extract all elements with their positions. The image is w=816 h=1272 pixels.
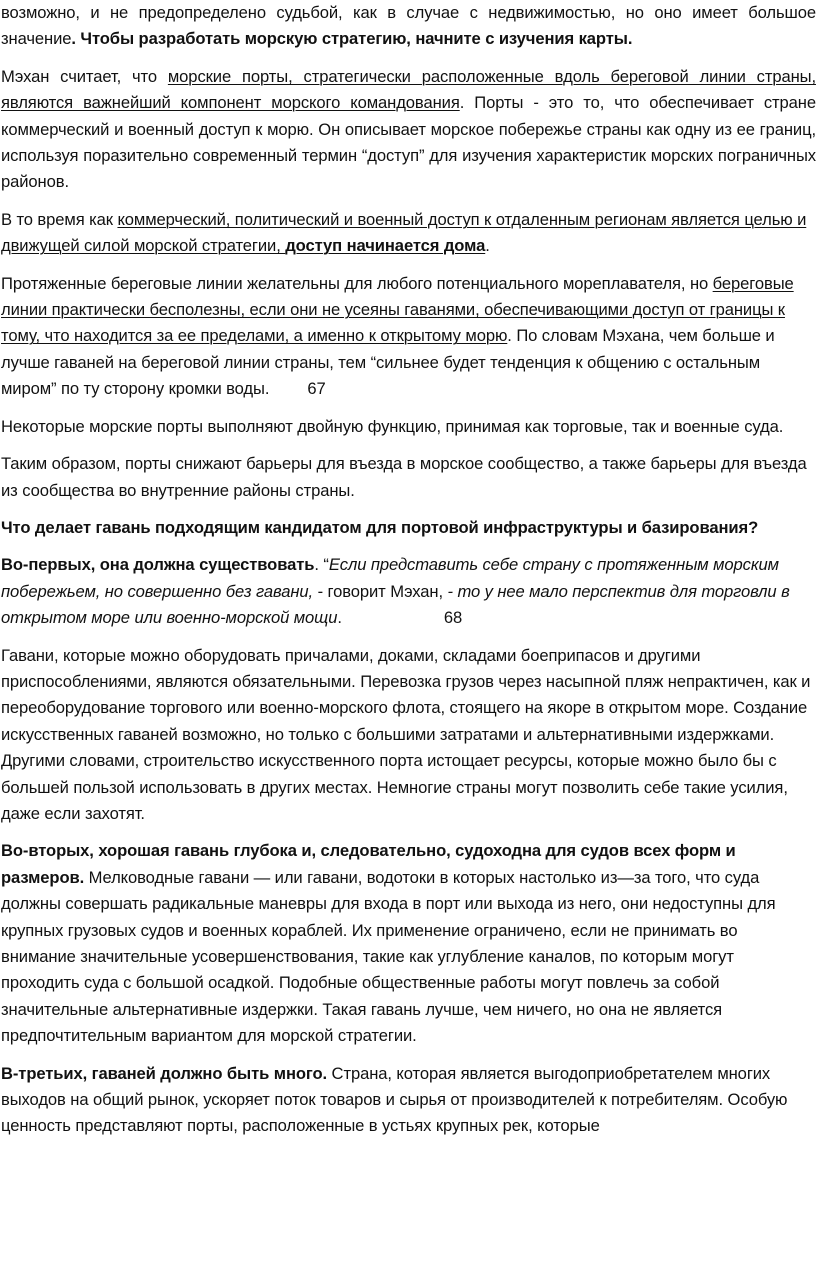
bold-text: Во-первых, она должна существовать — [1, 555, 315, 575]
footnote-number: 68 — [443, 608, 463, 628]
bold-heading: Что делает гавань подходящим кандидатом для портовой инфраструктуры и базирования? — [1, 517, 759, 537]
bold-text: Во-вторых, хорошая гавань глубока и, следовательно, судоходна для судов всех форм и размеров. — [1, 841, 736, 887]
text: Мелководные гавани — или гавани, водотоки в которых настолько из—за того, что суда должны совершать радикальные маневры для входа в порт или выхода из него, они недоступны для крупных грузовых судов и военных кораблей. Их применение ограничено, если не принимать во внимание значительные усовершенствования, такие как углубление каналов, по которым могут проходить суда с большой осадкой. Подобные общественные работы могут повлечь за собой значительные альтернативные издержки. Такая гавань лучше, чем ничего, но она не является предпочтительным вариантом для морской стратегии. — [1, 867, 776, 1046]
paragraph-third-many-harbors — [1, 1061, 816, 1140]
paragraph-first-must-exist — [1, 552, 816, 631]
text: . — [485, 236, 490, 256]
text: . — [337, 608, 342, 628]
text: Мэхан считает, что — [1, 66, 168, 86]
italic-quote: Если представить себе страну с протяженным морским побережьем, но совершенно без гавани, — [1, 555, 779, 601]
text: Таким образом, порты снижают барьеры для въезда в морское сообщество, а также барьеры для въезда из сообщества во внутренние районы страны. — [1, 454, 807, 500]
text: Гавани, которые можно оборудовать причалами, доками, складами боеприпасов и другими приспособлениями, являются обязательными. Перевозка грузов через насыпной пляж непрактичен, как и переоборудование торгового или военно-морского флота, стоящего на якоре в открытом море. Создание искусственных гаваней возможно, но только с большими затратами и альтернативными издержками. Другими словами, строительство искусственного порта истощает ресурсы, которые можно было бы с большей пользой использовать в других местах. Немногие страны могут позволить себе такие усилия, даже если захотят. — [1, 645, 811, 823]
bold-text: В-третьих, гаваней должно быть много. — [1, 1063, 328, 1083]
paragraph-intro-continuation — [1, 0, 816, 53]
paragraph-barriers — [1, 451, 816, 504]
underlined-bold-text: доступ начинается дома — [285, 236, 486, 256]
text: возможно, и не предопределено судьбой, как в случае с недвижимостью, но оно имеет большое значение — [1, 3, 816, 49]
section-heading-question — [1, 515, 816, 541]
text: - говорит Мэхан, — [313, 581, 448, 601]
paragraph-harbor-facilities — [1, 643, 816, 828]
underlined-text: морские порты, стратегически расположенные вдоль береговой линии страны, являются важнейший компонент морского командования — [1, 66, 816, 113]
paragraph-coastlines — [1, 271, 816, 403]
underlined-text: береговые линии практически бесполезны, если они не усеяны гаванями, обеспечивающими доступ от границы к тому, что находится за ее пределами, а именно к открытому морю — [1, 273, 794, 346]
text: В то время как — [1, 209, 118, 229]
italic-quote: - то у нее мало перспектив для торговли в открытом море или военно-морской мощи — [1, 581, 790, 628]
text: Некоторые морские порты выполняют двойную функцию, принимая как торговые, так и военные суда. — [1, 416, 784, 436]
underlined-text: коммерческий, политический и военный доступ к отдаленным регионам является целью и движущей силой морской стратегии, — [1, 209, 807, 256]
footnote-number: 67 — [307, 379, 326, 399]
paragraph-second-deep-harbor — [1, 838, 816, 1049]
text: Протяженные береговые линии желательны для любого потенциального мореплавателя, но — [1, 273, 713, 293]
paragraph-dual-function — [1, 414, 816, 440]
paragraph-mahan-ports — [1, 64, 816, 196]
text: . Порты - это то, что обеспечивает стране коммерческий и военный доступ к морю. Он описывает морское побережье страны как одну из ее границ, используя поразительно современный термин “доступ” для изучения характеристик морских пограничных районов. — [1, 93, 816, 192]
text: Страна, которая является выгодоприобретателем многих выходов на общий рынок, ускоряет поток товаров и сырья от производителей к потребителям. Особую ценность представляют порты, расположенные в устьях крупных рек, которые — [1, 1063, 788, 1136]
paragraph-access-begins-home — [1, 207, 816, 260]
text: . “ — [314, 555, 329, 575]
text: . По словам Мэхана, чем больше и лучше гаваней на береговой линии страны, тем “сильнее будет тенденция к общению с остальным миром” по ту сторону кромки воды. — [1, 326, 775, 399]
bold-text: . Чтобы разработать морскую стратегию, начните с изучения карты. — [71, 29, 633, 49]
